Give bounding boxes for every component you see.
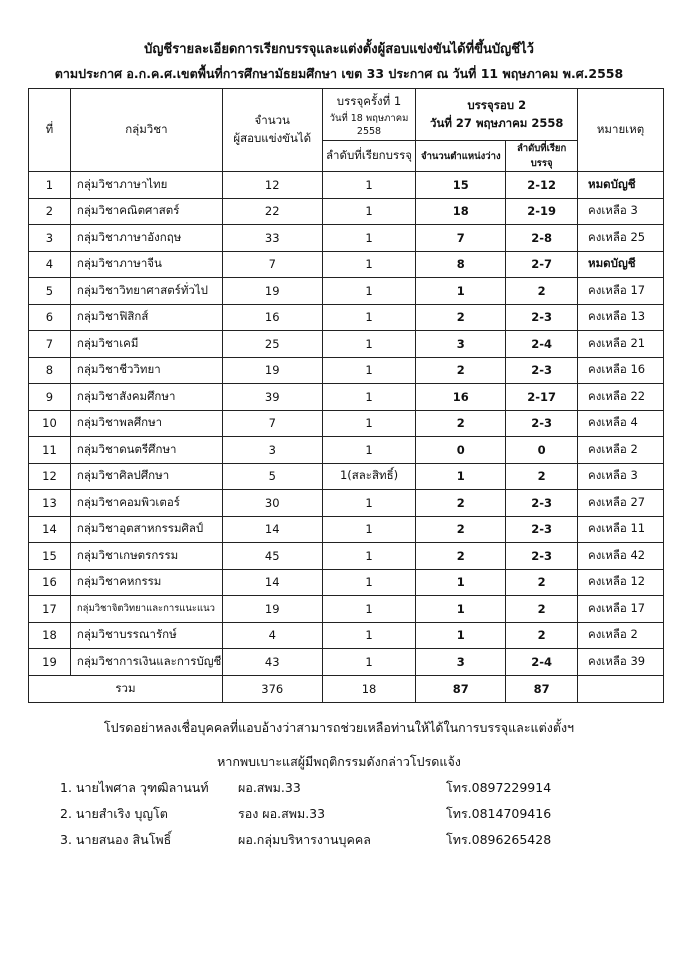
cell-no: 4 — [29, 251, 71, 278]
header-remark: หมายเหตุ — [578, 89, 664, 172]
cell-subject: กลุ่มวิชาจิตวิทยาและการแนะแนว — [70, 596, 222, 623]
header-count — [222, 89, 322, 172]
cell-vacant: 2 — [416, 304, 506, 331]
total-vacant: 87 — [416, 675, 506, 702]
table-row — [29, 172, 664, 199]
cell-remark: คงเหลือ 2 — [578, 622, 664, 649]
cell-subject: กลุ่มวิชาสังคมศึกษา — [70, 384, 222, 411]
cell-count: 45 — [222, 543, 322, 570]
cell-remark: คงเหลือ 13 — [578, 304, 664, 331]
cell-round1: 1 — [322, 490, 416, 517]
cell-vacant: 2 — [416, 543, 506, 570]
cell-vacant: 1 — [416, 596, 506, 623]
cell-count: 22 — [222, 198, 322, 225]
cell-remark: คงเหลือ 17 — [578, 596, 664, 623]
cell-no: 17 — [29, 596, 71, 623]
cell-vacant: 1 — [416, 463, 506, 490]
cell-subject: กลุ่มวิชาเคมี — [70, 331, 222, 358]
cell-no: 19 — [29, 649, 71, 676]
cell-no: 10 — [29, 410, 71, 437]
table-row — [29, 331, 664, 358]
cell-count: 14 — [222, 516, 322, 543]
cell-remark: คงเหลือ 17 — [578, 278, 664, 305]
cell-remark: คงเหลือ 11 — [578, 516, 664, 543]
contact-position: ผอ.กลุ่มบริหารงานบุคคล — [238, 832, 371, 847]
cell-subject: กลุ่มวิชาอุตสาหกรรมศิลป์ — [70, 516, 222, 543]
cell-round1: 1 — [322, 278, 416, 305]
cell-vacant: 15 — [416, 172, 506, 199]
cell-no: 8 — [29, 357, 71, 384]
cell-round1: 1 — [322, 357, 416, 384]
cell-count: 7 — [222, 410, 322, 437]
header-count-line1: จำนวน — [254, 113, 290, 127]
contact-position: ผอ.สพม.33 — [238, 780, 301, 795]
cell-subject: กลุ่มวิชาเกษตรกรรม — [70, 543, 222, 570]
cell-count: 25 — [222, 331, 322, 358]
table-row — [29, 490, 664, 517]
header-round2-title: บรรจุรอบ 2 — [467, 97, 527, 112]
cell-order: 2-3 — [506, 304, 578, 331]
cell-vacant: 2 — [416, 410, 506, 437]
cell-vacant: 1 — [416, 622, 506, 649]
table-row — [29, 437, 664, 464]
cell-round1: 1 — [322, 251, 416, 278]
contact-phone: โทร.0896265428 — [446, 832, 552, 847]
header-round1-date: วันที่ 18 พฤษภาคม 2558 — [329, 112, 409, 137]
cell-subject: กลุ่มวิชาวิทยาศาสตร์ทั่วไป — [70, 278, 222, 305]
header-round2-positions: จำนวนตำแหน่งว่าง — [416, 141, 506, 172]
cell-round1: 1 — [322, 410, 416, 437]
cell-round1: 1 — [322, 331, 416, 358]
table-row — [29, 516, 664, 543]
cell-round1: 1 — [322, 437, 416, 464]
contact-phone: โทร.0814709416 — [446, 806, 552, 821]
table-row — [29, 543, 664, 570]
cell-order: 2-8 — [506, 225, 578, 252]
cell-count: 14 — [222, 569, 322, 596]
cell-vacant: 0 — [416, 437, 506, 464]
total-count: 376 — [222, 675, 322, 702]
cell-count: 4 — [222, 622, 322, 649]
cell-count: 43 — [222, 649, 322, 676]
table-row — [29, 596, 664, 623]
cell-no: 3 — [29, 225, 71, 252]
table-row — [29, 622, 664, 649]
cell-remark: คงเหลือ 22 — [578, 384, 664, 411]
table-row — [29, 251, 664, 278]
placement-table — [28, 88, 664, 703]
cell-no: 13 — [29, 490, 71, 517]
notice-line-1: โปรดอย่าหลงเชื่อบุคคลที่แอบอ้างว่าสามารถช่วยเหลือท่านให้ได้ในการบรรจุและแต่งตั้งฯ — [103, 720, 575, 735]
cell-round1: 1 — [322, 384, 416, 411]
contact-name: 1. นายไพศาล วุฑฒิลานนท์ — [60, 780, 209, 795]
cell-no: 18 — [29, 622, 71, 649]
cell-vacant: 3 — [416, 331, 506, 358]
cell-order: 2-3 — [506, 357, 578, 384]
table-row — [29, 278, 664, 305]
cell-remark: คงเหลือ 3 — [578, 463, 664, 490]
cell-vacant: 8 — [416, 251, 506, 278]
cell-no: 7 — [29, 331, 71, 358]
cell-remark: คงเหลือ 21 — [578, 331, 664, 358]
cell-vacant: 1 — [416, 569, 506, 596]
cell-no: 14 — [29, 516, 71, 543]
cell-subject: กลุ่มวิชาคหกรรม — [70, 569, 222, 596]
cell-order: 2-7 — [506, 251, 578, 278]
total-row — [29, 675, 664, 702]
cell-count: 19 — [222, 278, 322, 305]
cell-order: 2 — [506, 463, 578, 490]
cell-order: 2 — [506, 596, 578, 623]
header-round2 — [416, 89, 578, 141]
cell-subject: กลุ่มวิชาพลศึกษา — [70, 410, 222, 437]
table-row — [29, 304, 664, 331]
table-row — [29, 569, 664, 596]
cell-round1: 1 — [322, 516, 416, 543]
cell-vacant: 18 — [416, 198, 506, 225]
cell-remark: คงเหลือ 2 — [578, 437, 664, 464]
cell-count: 19 — [222, 596, 322, 623]
cell-order: 2-3 — [506, 516, 578, 543]
cell-order: 2-3 — [506, 490, 578, 517]
total-label: รวม — [29, 675, 223, 702]
contact-name: 2. นายสำเริง บุญโต — [60, 806, 168, 821]
cell-subject: กลุ่มวิชาดนตรีศึกษา — [70, 437, 222, 464]
cell-order: 2 — [506, 622, 578, 649]
cell-order: 2-17 — [506, 384, 578, 411]
cell-round1: 1 — [322, 225, 416, 252]
cell-count: 16 — [222, 304, 322, 331]
header-round1-order: ลำดับที่เรียกบรรจุ — [322, 141, 416, 172]
cell-subject: กลุ่มวิชาคณิตศาสตร์ — [70, 198, 222, 225]
cell-order: 2-3 — [506, 543, 578, 570]
cell-remark: คงเหลือ 3 — [578, 198, 664, 225]
cell-no: 16 — [29, 569, 71, 596]
cell-remark: คงเหลือ 25 — [578, 225, 664, 252]
cell-order: 2-4 — [506, 649, 578, 676]
cell-count: 19 — [222, 357, 322, 384]
header-round1-title: บรรจุครั้งที่ 1 — [336, 93, 402, 108]
cell-order: 2-19 — [506, 198, 578, 225]
cell-vacant: 2 — [416, 490, 506, 517]
cell-round1: 1(สละสิทธิ์) — [322, 463, 416, 490]
cell-order: 2-12 — [506, 172, 578, 199]
cell-no: 11 — [29, 437, 71, 464]
cell-order: 0 — [506, 437, 578, 464]
cell-subject: กลุ่มวิชาภาษาไทย — [70, 172, 222, 199]
contact-position: รอง ผอ.สพม.33 — [238, 806, 326, 821]
cell-round1: 1 — [322, 622, 416, 649]
cell-no: 9 — [29, 384, 71, 411]
document-title: บัญชีรายละเอียดการเรียกบรรจุและแต่งตั้งผู้สอบแข่งขันได้ที่ขึ้นบัญชีไว้ — [144, 42, 534, 57]
header-no: ที่ — [29, 89, 71, 172]
contact-name: 3. นายสนอง สินโพธิ์ — [60, 832, 172, 847]
cell-round1: 1 — [322, 569, 416, 596]
header-round2-order: ลำดับที่เรียกบรรจุ — [506, 141, 578, 172]
cell-round1: 1 — [322, 304, 416, 331]
cell-subject: กลุ่มวิชาการเงินและการบัญชี — [70, 649, 222, 676]
cell-remark: คงเหลือ 27 — [578, 490, 664, 517]
cell-count: 30 — [222, 490, 322, 517]
cell-order: 2-3 — [506, 410, 578, 437]
total-round1: 18 — [322, 675, 416, 702]
cell-remark: หมดบัญชี — [578, 172, 664, 199]
notice-line-2: หากพบเบาะแสผู้มีพฤติกรรมดังกล่าวโปรดแจ้ง — [217, 754, 461, 769]
cell-order: 2 — [506, 278, 578, 305]
cell-subject: กลุ่มวิชาบรรณารักษ์ — [70, 622, 222, 649]
cell-round1: 1 — [322, 172, 416, 199]
cell-no: 12 — [29, 463, 71, 490]
header-count-line2: ผู้สอบแข่งขันได้ — [233, 131, 312, 145]
cell-remark: คงเหลือ 42 — [578, 543, 664, 570]
cell-subject: กลุ่มวิชาชีววิทยา — [70, 357, 222, 384]
header-round1 — [322, 89, 416, 141]
contact-phone: โทร.0897229914 — [446, 780, 552, 795]
cell-count: 5 — [222, 463, 322, 490]
document-subtitle: ตามประกาศ อ.ก.ค.ศ.เขตพื้นที่การศึกษามัธยมศึกษา เขต 33 ประกาศ ณ วันที่ 11 พฤษภาคม พ.ศ.2558 — [54, 66, 624, 81]
header-subject: กลุ่มวิชา — [70, 89, 222, 172]
cell-vacant: 7 — [416, 225, 506, 252]
cell-count: 33 — [222, 225, 322, 252]
cell-subject: กลุ่มวิชาภาษาอังกฤษ — [70, 225, 222, 252]
cell-count: 3 — [222, 437, 322, 464]
cell-order: 2-4 — [506, 331, 578, 358]
cell-vacant: 16 — [416, 384, 506, 411]
cell-round1: 1 — [322, 649, 416, 676]
cell-count: 12 — [222, 172, 322, 199]
cell-round1: 1 — [322, 596, 416, 623]
cell-vacant: 1 — [416, 278, 506, 305]
cell-no: 5 — [29, 278, 71, 305]
table-row — [29, 410, 664, 437]
table-row — [29, 463, 664, 490]
cell-no: 6 — [29, 304, 71, 331]
cell-vacant: 2 — [416, 516, 506, 543]
table-row — [29, 225, 664, 252]
cell-vacant: 2 — [416, 357, 506, 384]
total-remark — [578, 675, 664, 702]
cell-no: 1 — [29, 172, 71, 199]
total-order: 87 — [506, 675, 578, 702]
cell-remark: คงเหลือ 16 — [578, 357, 664, 384]
cell-count: 39 — [222, 384, 322, 411]
table-row — [29, 649, 664, 676]
cell-subject: กลุ่มวิชาคอมพิวเตอร์ — [70, 490, 222, 517]
cell-round1: 1 — [322, 543, 416, 570]
table-row — [29, 357, 664, 384]
cell-remark: หมดบัญชี — [578, 251, 664, 278]
cell-no: 2 — [29, 198, 71, 225]
table-row — [29, 198, 664, 225]
cell-no: 15 — [29, 543, 71, 570]
cell-remark: คงเหลือ 4 — [578, 410, 664, 437]
cell-remark: คงเหลือ 12 — [578, 569, 664, 596]
header-round2-date: วันที่ 27 พฤษภาคม 2558 — [430, 115, 564, 130]
cell-subject: กลุ่มวิชาภาษาจีน — [70, 251, 222, 278]
cell-order: 2 — [506, 569, 578, 596]
table-row — [29, 384, 664, 411]
cell-subject: กลุ่มวิชาฟิสิกส์ — [70, 304, 222, 331]
cell-round1: 1 — [322, 198, 416, 225]
cell-count: 7 — [222, 251, 322, 278]
cell-remark: คงเหลือ 39 — [578, 649, 664, 676]
cell-vacant: 3 — [416, 649, 506, 676]
cell-subject: กลุ่มวิชาศิลปศึกษา — [70, 463, 222, 490]
